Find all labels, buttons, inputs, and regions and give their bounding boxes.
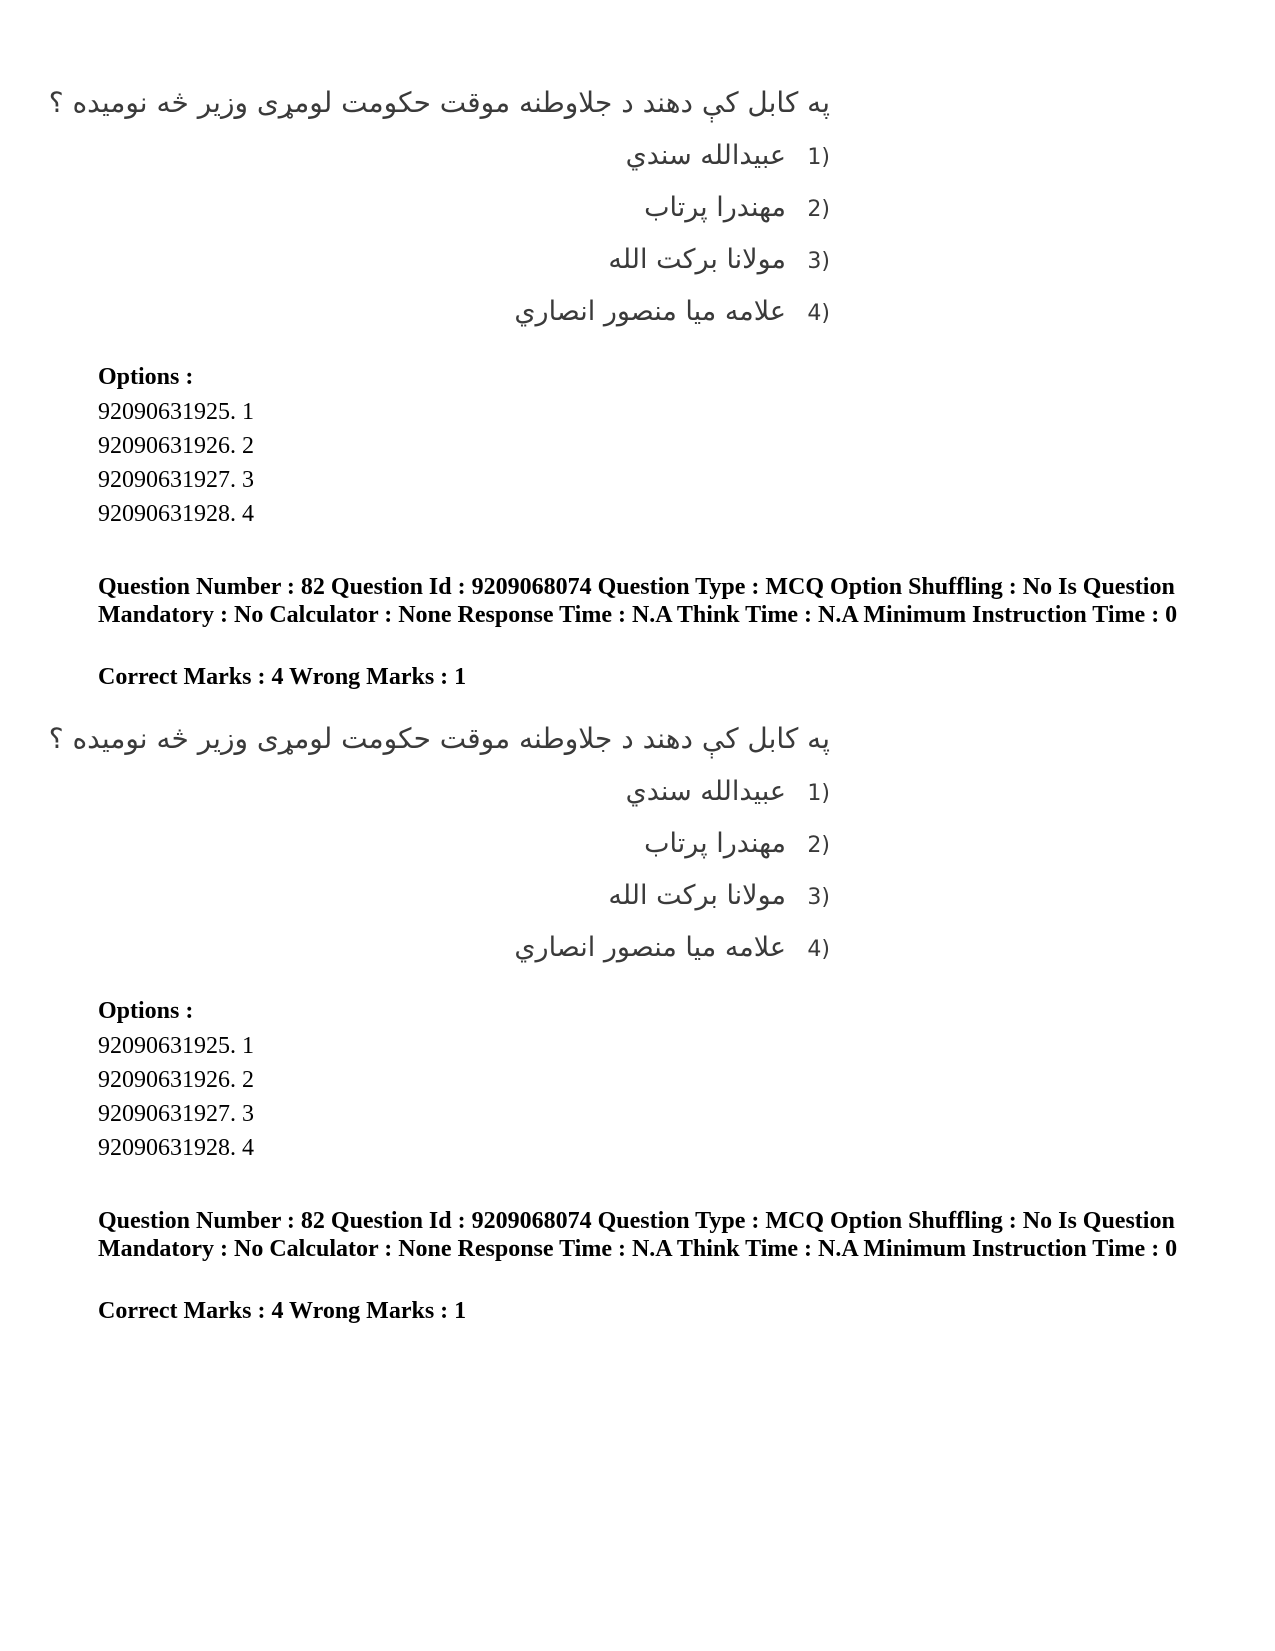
marks-line: Correct Marks : 4 Wrong Marks : 1 <box>98 664 467 690</box>
marks-line: Correct Marks : 4 Wrong Marks : 1 <box>98 1298 467 1324</box>
option-item: 92090631925. 1 <box>98 1033 254 1059</box>
option-item: 92090631927. 3 <box>98 467 254 493</box>
option-item: 92090631925. 1 <box>98 399 254 425</box>
option-item: 92090631926. 2 <box>98 433 254 459</box>
choice-number: 4) <box>807 301 830 326</box>
choice-number: 4) <box>807 937 830 962</box>
options-list <box>98 395 254 531</box>
choice-text: عبیدالله سندي <box>625 776 786 807</box>
choice-text: مولانا برکت الله <box>608 880 786 911</box>
choice-4 <box>514 296 830 327</box>
choice-text: مهندرا پرتاب <box>644 828 786 859</box>
choice-1 <box>626 776 830 807</box>
question-text: په کابل کې دهند د جلاوطنه موقت حکومت لومړی وزیر څه نومیده ؟ <box>48 722 830 755</box>
choice-2 <box>644 828 830 859</box>
question-image-1 <box>48 86 830 346</box>
choice-text: علامه میا منصور انصاري <box>514 932 786 963</box>
question-image-2 <box>48 722 830 982</box>
question-meta: Question Number : 82 Question Id : 9209068074 Question Type : MCQ Option Shuffling : No Is Question Mandatory : No Calculator : None Response Time : N.A Think Time : N.A Minimum Instruction Time : 0 <box>98 1208 1178 1262</box>
choice-4 <box>514 932 830 963</box>
choice-number: 2) <box>807 833 830 858</box>
option-item: 92090631926. 2 <box>98 1067 254 1093</box>
question-meta: Question Number : 82 Question Id : 9209068074 Question Type : MCQ Option Shuffling : No Is Question Mandatory : No Calculator : None Response Time : N.A Think Time : N.A Minimum Instruction Time : 0 <box>98 574 1178 628</box>
choice-3 <box>608 244 830 275</box>
choice-number: 1) <box>807 781 830 806</box>
choice-number: 3) <box>807 885 830 910</box>
choice-3 <box>608 880 830 911</box>
choice-number: 2) <box>807 197 830 222</box>
options-heading: Options : <box>98 364 194 390</box>
choice-text: علامه میا منصور انصاري <box>514 296 786 327</box>
options-heading: Options : <box>98 998 194 1024</box>
choice-text: مهندرا پرتاب <box>644 192 786 223</box>
choice-text: مولانا برکت الله <box>608 244 786 275</box>
option-item: 92090631928. 4 <box>98 501 254 527</box>
choice-number: 3) <box>807 249 830 274</box>
options-list <box>98 1029 254 1165</box>
option-item: 92090631927. 3 <box>98 1101 254 1127</box>
option-item: 92090631928. 4 <box>98 1135 254 1161</box>
question-text: په کابل کې دهند د جلاوطنه موقت حکومت لومړی وزیر څه نومیده ؟ <box>48 86 830 119</box>
choice-2 <box>644 192 830 223</box>
choice-1 <box>626 140 830 171</box>
choice-number: 1) <box>807 145 830 170</box>
choice-text: عبیدالله سندي <box>625 140 786 171</box>
